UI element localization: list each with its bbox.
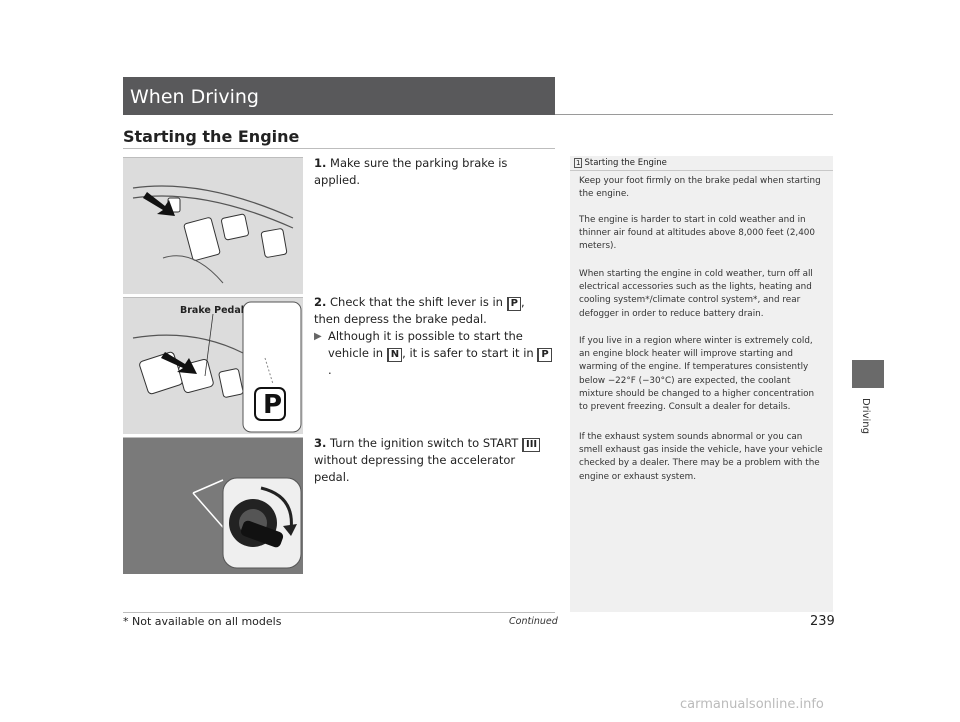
footnote: * Not available on all models — [123, 615, 282, 628]
sidebar-rule — [570, 170, 833, 171]
parking-brake-drawing — [123, 158, 303, 294]
step-2-note — [314, 328, 554, 379]
section-rule — [123, 148, 555, 149]
start-key-badge: III — [522, 438, 540, 452]
sidebar-ref-number: 1 — [576, 159, 581, 167]
step-2-note-c: . — [328, 363, 332, 377]
step-1 — [314, 155, 554, 189]
ignition-switch-drawing — [123, 438, 303, 574]
step-2-number: 2. — [314, 295, 327, 309]
chapter-side-tab[interactable] — [852, 360, 884, 388]
sidebar-paragraph-3: When starting the engine in cold weather, turn off all electrical accessories such as the lights, heating and cooling system*/climate control system*, and rear defogger in order to reduce battery drain. — [579, 269, 813, 319]
sidebar-paragraph-2: The engine is harder to start in cold weather and in thinner air found at altitudes above 8,000 feet (2,400 meters). — [579, 215, 815, 252]
section-title: Starting the Engine — [123, 127, 300, 146]
step-2-text-b: , then depress the brake pedal. — [314, 295, 525, 326]
header-rule — [555, 114, 833, 115]
note-arrow-icon: ▶ — [314, 331, 322, 342]
parking-brake-illustration — [123, 157, 303, 294]
neutral-key-badge: N — [387, 348, 402, 362]
park-key-badge: P — [537, 348, 551, 362]
sidebar-paragraph-1: Keep your foot firmly on the brake pedal when starting the engine. — [579, 176, 821, 200]
shift-position-letter: P — [263, 390, 283, 420]
step-1-text: Make sure the parking brake is applied. — [314, 156, 508, 187]
shift-key-badge: P — [507, 297, 521, 311]
brake-pedal-label: Brake Pedal — [180, 305, 245, 316]
chapter-title: When Driving — [130, 86, 259, 108]
continued-label: Continued — [509, 616, 558, 627]
sidebar-title — [574, 158, 667, 168]
sidebar-title-text: Starting the Engine — [584, 158, 667, 168]
watermark: carmanualsonline.info — [680, 697, 824, 712]
step-3-text-b: without depressing the accelerator pedal. — [314, 453, 516, 484]
ignition-switch-illustration — [123, 437, 303, 574]
step-2-note-b: , it is safer to start it in — [402, 346, 534, 360]
page-number: 239 — [810, 614, 835, 629]
step-3-text-a: Turn the ignition switch to START — [330, 436, 519, 450]
step-3-number: 3. — [314, 436, 327, 450]
step-2-text-a: Check that the shift lever is in — [330, 295, 503, 309]
sidebar-paragraph-4: If you live in a region where winter is extremely cold, an engine block heater will improve starting and warming of the engine. If temperatures consistently below −22°F (−30°C) are expected, the coolant mixture should be changed to a higher concentration to prevent freezing. Consult a dealer for details. — [579, 336, 815, 413]
step-2-note-a: Although it is possible to start the vehicle in — [328, 329, 523, 360]
step-2 — [314, 294, 554, 379]
sidebar-paragraph-5: If the exhaust system sounds abnormal or you can smell exhaust gas inside the vehicle, have your vehicle checked by a dealer. There may be a problem with the engine or exhaust system. — [579, 432, 823, 482]
footer-rule — [123, 612, 555, 613]
step-3 — [314, 435, 554, 486]
chapter-side-label: Driving — [860, 398, 871, 434]
step-1-number: 1. — [314, 156, 327, 170]
